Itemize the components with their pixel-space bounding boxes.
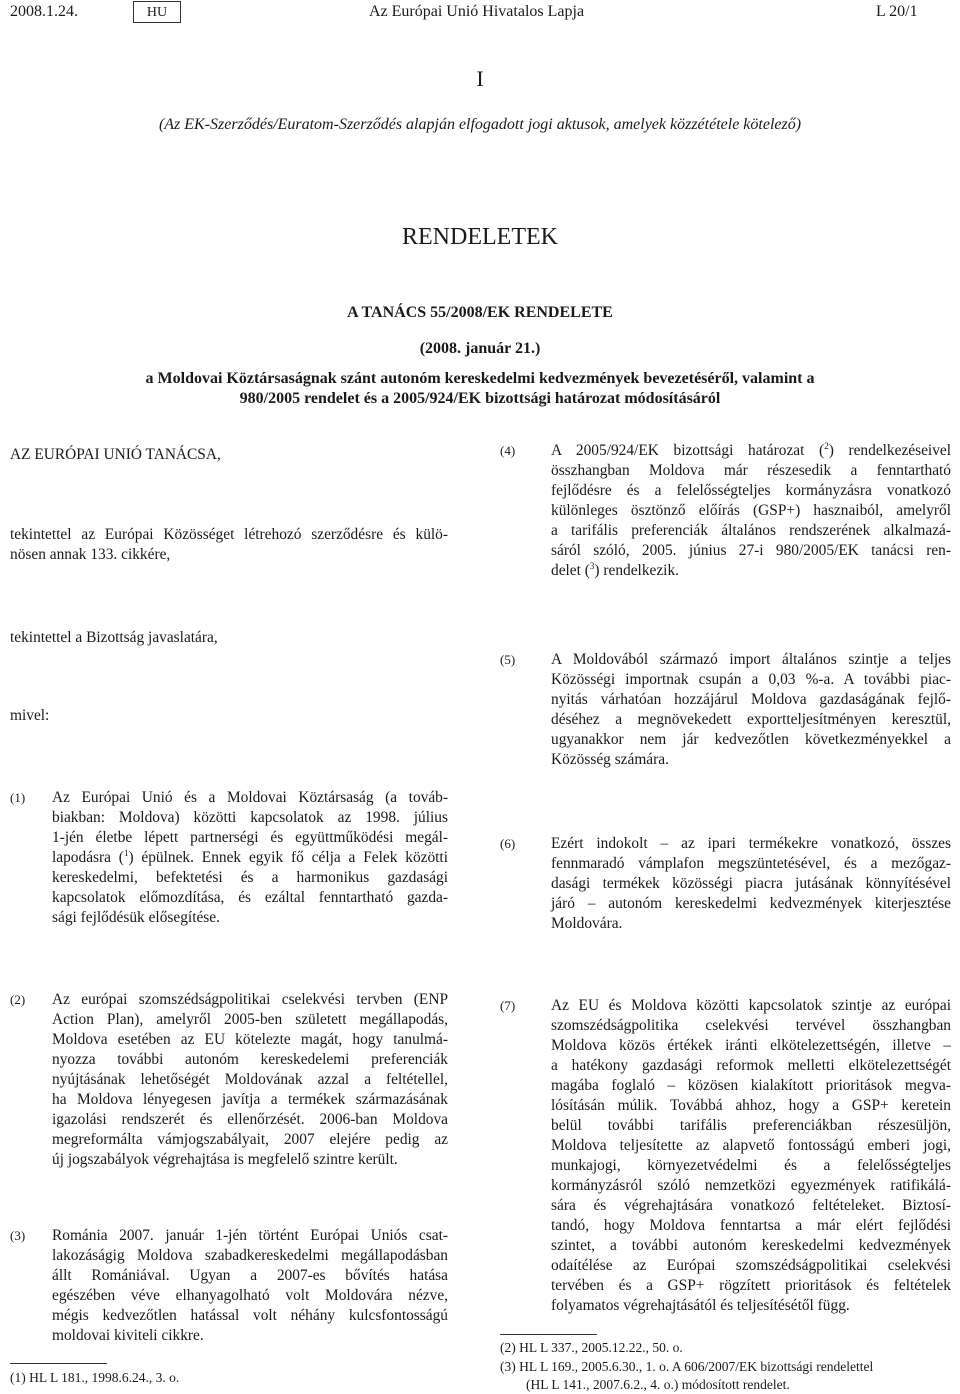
recital-7 [551,996,951,1316]
footnote-1: (1) HL L 181., 1998.6.24., 3. o. [10,1370,180,1385]
citation-line: tekintettel az Európai Közösséget létrehozó szerződésre és külö- [10,526,448,543]
regulation-subject-line-2: 980/2005 rendelet és a 2005/924/EK bizottsági határozat módosításáról [239,390,721,407]
recital-line: Moldovára. [551,915,623,932]
recital-line: a tarifális preferenciák általános rendszerének alkalmazá- [551,522,951,539]
recital-1 [52,788,448,928]
recital-line: szintet, a további autonóm kereskedelmi kedvezmények [551,1237,951,1254]
recital-line: állt Romániával. Ugyan a 2007-es bővítés hatása [52,1267,448,1284]
part-subtitle: (Az EK-Szerződés/Euratom-Szerződés alapján elfogadott jogi aktusok, amelyek közzététele kötelező) [158,116,802,133]
recital-line: kormányzásról szóló nemzetközi egyezmények ratifikálá- [551,1177,951,1194]
recital-number: (7) [500,998,516,1013]
recital-line: sági fejlődésük elősegítése. [52,909,220,926]
recital-line: folyamatos végrehajtásától és teljesítésétől függ. [551,1297,850,1314]
recital-line: új jogszabályok végrehajtása is megfelelő szintre került. [52,1151,398,1168]
recital-line: Moldova teljesítette az alapvető fontosságú emberi jogi, [551,1137,951,1154]
recital-line: különleges ösztönző előírás (GSP+) hasznaiból, amelyről [551,502,951,519]
recital-line: belül további tarifális preferenciákban részesüljön, [551,1117,951,1134]
recital-line: Közösség számára. [551,751,669,768]
footnote-3: (3) HL L 169., 2005.6.30., 1. o. A 606/2007/EK bizottsági rendelettel [500,1359,874,1374]
regulation-title: A TANÁCS 55/2008/EK RENDELETE [347,304,613,321]
recital-line: kereskedelmi, befektetési és a harmonikus gazdasági [52,869,448,886]
recital-line: lakozáságig Moldova szabadkereskedelmi megállapodásban [52,1247,448,1264]
footnote-ref: 1 [123,847,129,858]
part-number: I [476,66,484,91]
recital-line: szomszédságpolitika cselekvési tervével összhangban [551,1017,951,1034]
recital-line: Moldova közös értékek iránti elkötelezettségén, illetve – [551,1037,951,1054]
recital-5 [551,650,951,770]
recital-line: sára és végrehajtására vonatkozó feltételeket. Biztosí- [551,1197,951,1214]
footnote-2: (2) HL L 337., 2005.12.22., 50. o. [500,1340,683,1355]
recital-4 [551,441,951,581]
recital-line: Action Plan), amelyről 2005-ben született megállapodás, [52,1011,448,1028]
recital-line: lósításán múlik. Továbbá ahhoz, hogy a GSP+ keretein [551,1097,951,1114]
recital-3 [52,1226,448,1346]
recital-line: Románia 2007. január 1-jén történt Európai Uniós csat- [52,1227,448,1244]
footnote-ref: 3 [589,560,595,571]
regulation-subject-line-1: a Moldovai Köztársaságnak szánt autonóm kereskedelmi kedvezmények bevezetéséről, valamint a [145,370,815,387]
recital-line: lapodásra ($^1$) épülnek. Ennek egyik fő célja a Felek közötti [52,847,448,866]
recital-line: nyújtásának lehetőségét Moldovának azzal a feltétellel, [52,1071,448,1088]
recital-line: 1-jén életbe lépett partnerségi és együttműködési megál- [52,829,448,846]
recital-line: Az Európai Unió és a Moldovai Köztársaság (a továb- [52,789,448,806]
footnote-separator [500,1334,597,1335]
recital-number: (6) [500,836,516,851]
recital-number: (4) [500,443,516,458]
recital-line: A Moldovából származó import általános szintje a teljes [551,651,951,668]
recital-line: összhangban Moldova már részesedik a fenntartható [551,462,951,479]
recital-number: (2) [10,992,26,1007]
footnote-3-continued: (HL L 141., 2007.6.2., 4. o.) módosított rendelet. [526,1377,790,1392]
recital-line: tandó, hogy Moldova fenntartsa a már elért fejlődési [551,1217,951,1234]
recital-line: Az EU és Moldova közötti kapcsolatok szintje az európai [551,997,951,1014]
recital-line: dasági termékek közösségi piacra jutásának könnyítésével [551,875,951,892]
recital-line: biakban: Moldova) közötti kapcsolatok az 1998. július [52,809,448,826]
page-number: L 20/1 [876,3,918,20]
recital-line: munkajogi, környezetvédelmi és a felelősségteljes [551,1157,951,1174]
recital-line: igazolási rendszerét és ellenőrzését. 2006-ban Moldova [52,1111,448,1128]
recital-line: fennmaradó vámplafon megszüntetésével, és a mezőgaz- [551,855,951,872]
citation-proposal: tekintettel a Bizottság javaslatára, [10,629,218,646]
recital-line: Ezért indokolt – az ipari termékekre vonatkozó, összes [551,835,951,852]
footnote-separator [10,1363,107,1364]
recital-line: kapcsolatok előmozdítása, és ezáltal fenntartható gazda- [52,889,448,906]
recital-line: sáról szóló, 2005. június 27-i 980/2005/EK tanácsi ren- [551,542,951,559]
publication-date: 2008.1.24. [10,3,78,20]
recital-line: delet ($^3$) rendelkezik. [551,560,679,579]
recital-line: járó – autonóm kereskedelmi kedvezmények kiterjesztése [551,895,951,912]
recital-line: nyitás várhatóan hozzájárul Moldova gazdaságának fejlő- [551,691,951,708]
recital-line: odaítélése az Európai szomszédságpolitikai cselekvési [551,1257,951,1274]
recital-line: tervében és a GSP+ rögzített prioritások és feltételek [551,1277,951,1294]
citation-line: nösen annak 133. cikkére, [10,546,171,563]
recital-line: moldovai kiviteli cikkre. [52,1327,204,1344]
recital-line: Közösségi importnak csupán a 0,03 %-a. A további piac- [551,671,951,688]
language-badge: HU [133,1,181,23]
recital-line: a hatékony gazdasági reformok melletti elkötelezettségét [551,1057,951,1074]
recital-6 [551,834,951,934]
recital-line: ugyanakkor nem jár kedvezőtlen következményekkel a [551,731,951,748]
recital-line: fejlődésre és a felelősségteljes kormányzásra vonatkozó [551,482,951,499]
recital-number: (5) [500,652,516,667]
recital-line: Az európai szomszédságpolitikai cselekvési tervben (ENP [52,991,448,1008]
recital-line: magába foglaló – közösen kialakított prioritások megva- [551,1077,951,1094]
recital-line: egészében véve elhanyagolható volt Moldovára nézve, [52,1287,448,1304]
recital-line: megreformálta vámjogszabályait, 2007 elejére pedig az [52,1131,448,1148]
regulation-date: (2008. január 21.) [419,340,541,357]
citation-treaty [10,525,448,565]
recital-line: mégis kedvezőtlen hatással volt néhány kulcsfontosságú [52,1307,448,1324]
footnote-ref: 2 [824,440,829,451]
council-heading: AZ EURÓPAI UNIÓ TANÁCSA, [10,446,221,463]
recital-line: A 2005/924/EK bizottsági határozat ($^2$) rendelkezéseivel [551,440,952,459]
recital-2 [52,990,448,1170]
recital-number: (3) [10,1228,26,1243]
section-title: RENDELETEK [402,224,558,250]
recital-line: ha Moldova lényegesen javítja a termékek származásának [52,1091,448,1108]
whereas-label: mivel: [10,707,50,724]
recital-line: nyozza további autonóm kereskedelemi preferenciák [52,1051,448,1068]
recital-number: (1) [10,790,26,805]
recital-line: Moldova esetében az EU kötelezte magát, hogy tanulmá- [52,1031,448,1048]
recital-line: déséhez a megnövekedett exportteljesítményen keresztül, [551,711,951,728]
journal-title: Az Európai Unió Hivatalos Lapja [369,3,585,20]
